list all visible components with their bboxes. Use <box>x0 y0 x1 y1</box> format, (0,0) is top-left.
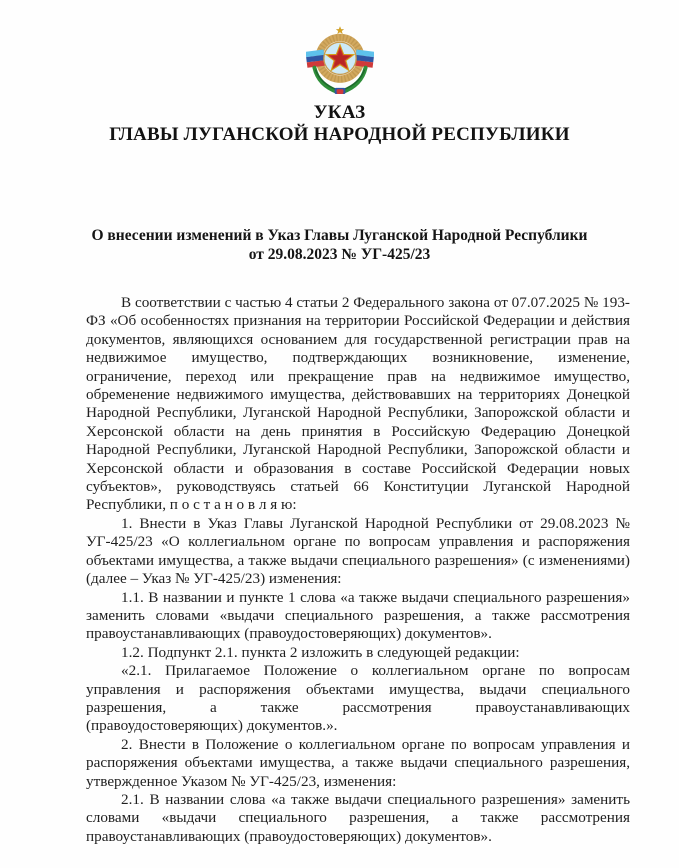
title-line-1: О внесении изменений в Указ Главы Луганской Народной Республики <box>91 227 588 244</box>
document-title <box>0 226 679 264</box>
paragraph-item-2-1: 2.1. В названии слова «а также выдачи специального разрешения» заменить словами «выдачи специального разрешения, а также рассмотрения правоустанавливающих (правоудостоверяющих) документов». <box>86 790 630 845</box>
document-header <box>0 102 679 146</box>
document-body <box>0 294 679 846</box>
lpr-coat-of-arms-svg <box>306 26 374 100</box>
header-line-authority: ГЛАВЫ ЛУГАНСКОЙ НАРОДНОЙ РЕСПУБЛИКИ <box>109 124 570 145</box>
paragraph-item-2: 2. Внести в Положение о коллегиальном органе по вопросам управления и распоряжения объектами имущества, а также выдачи специального разрешения, утвержденное Указом № УГ-425/23, изменения: <box>86 735 630 790</box>
header-line-ukaz: УКАЗ <box>313 102 366 123</box>
title-line-2: от 29.08.2023 № УГ-425/23 <box>248 246 431 263</box>
paragraph-item-1-2: 1.2. Подпункт 2.1. пункта 2 изложить в следующей редакции: <box>121 643 520 661</box>
paragraph-item-1: 1. Внести в Указ Главы Луганской Народной Республики от 29.08.2023 № УГ-425/23 «О коллегиальном органе по вопросам управления и распоряжения объектами имущества, а также выдачи специального разрешения» (с изменениями) (далее – Указ № УГ-425/23) изменения: <box>86 514 630 588</box>
paragraph-item-2-1-quote: «2.1. Прилагаемое Положение о коллегиальном органе по вопросам управления и распоряжения объектами имущества, выдачи специального разрешения, а также рассмотрения правоустанавливающих (правоудостоверяющих) документов.». <box>86 662 630 735</box>
paragraph-item-1-1: 1.1. В названии и пункте 1 слова «а также выдачи специального разрешения» заменить словами «выдачи специального разрешения, а также рассмотрения правоустанавливающих (правоудостоверяющих) документов». <box>86 588 630 643</box>
paragraph-preamble: В соответствии с частью 4 статьи 2 Федерального закона от 07.07.2025 № 193-ФЗ «Об особенностях признания на территории Российской Федерации и действия документов, являющихся основанием для государственной регистрации прав на недвижимое имущество, подтверждающих возникновение, изменение, ограничение, переход или прекращение прав на недвижимое имущество, обременение недвижимого имущества, действовавших на территориях Донецкой Народной Республики, Луганской Народной Республики, Запорожской области и Херсонской области на день принятия в Российскую Федерацию Донецкой Народной Республики, Луганской Народной Республики, Запорожской области и Херсонской области и образования в составе Российской Федерации новых субъектов», руководствуясь статьей 66 Конституции Луганской Народной Республики, п о с т а н о в л я ю: <box>86 294 630 514</box>
lpr-coat-of-arms-icon <box>306 26 374 100</box>
